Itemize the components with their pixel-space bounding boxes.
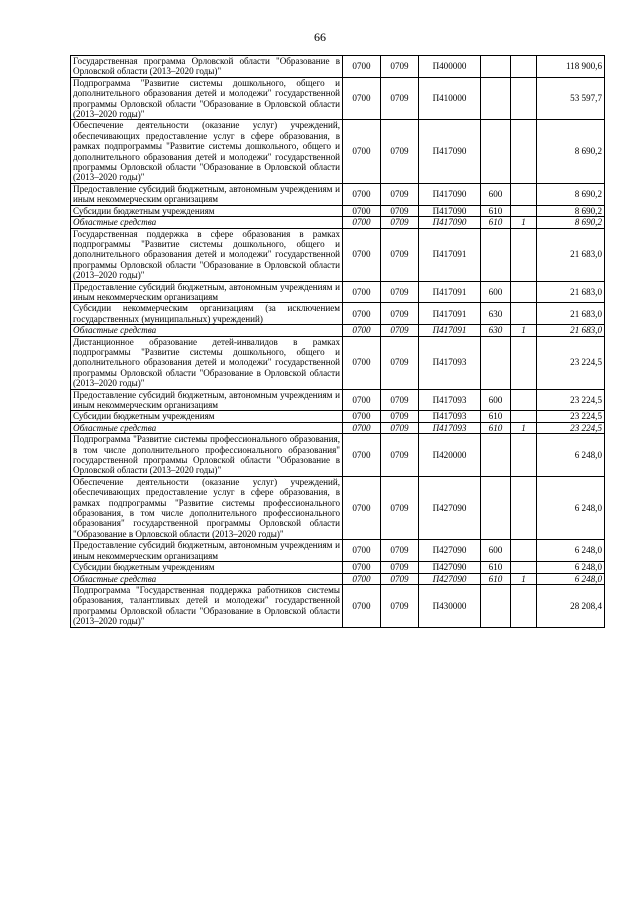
row-name-cell: Областные средства [71,422,343,433]
row-section-code: 0700 [343,77,381,120]
row-source-code: 1 [511,325,537,336]
row-section-code: 0700 [343,325,381,336]
row-subsection-code: 0709 [381,77,419,120]
row-target-article-code: П420000 [419,434,481,477]
row-subsection-code: 0709 [381,205,419,216]
row-name-cell: Дистанционное образование детей-инвалидов в рамках подпрограммы "Развитие системы дошкольного, общего и дополнительного образования детей и молодежи" государственной программы Орловской области "Образование в Орловской области (2013–2020 годы)" [71,336,343,389]
row-expense-type-code: 610 [481,411,511,422]
row-expense-type-code [481,228,511,281]
row-subsection-code: 0709 [381,336,419,389]
row-target-article-code: П400000 [419,56,481,78]
row-target-article-code: П427090 [419,573,481,584]
table-row [71,217,605,228]
row-amount: 53 597,7 [537,77,605,120]
row-target-article-code: П410000 [419,77,481,120]
row-source-code [511,540,537,562]
row-subsection-code: 0709 [381,422,419,433]
row-name-cell: Предоставление субсидий бюджетным, автономным учреждениям и иным некоммерческим организациям [71,183,343,205]
row-section-code: 0700 [343,389,381,411]
table-row [71,77,605,120]
row-target-article-code: П417091 [419,281,481,303]
row-subsection-code: 0709 [381,476,419,539]
row-target-article-code: П427090 [419,476,481,539]
table-row [71,120,605,183]
row-source-code [511,228,537,281]
row-source-code [511,77,537,120]
row-name-cell: Подпрограмма "Развитие системы профессионального образования, в том числе дополнительного профессионального образования" государственной программы Орловской области "Образование в Орловской области (2013–2020 годы)" [71,434,343,477]
row-section-code: 0700 [343,434,381,477]
row-amount: 21 683,0 [537,303,605,325]
row-amount: 118 900,6 [537,56,605,78]
row-section-code: 0700 [343,540,381,562]
row-expense-type-code: 600 [481,183,511,205]
row-source-code [511,584,537,627]
row-source-code [511,411,537,422]
row-source-code [511,281,537,303]
row-subsection-code: 0709 [381,389,419,411]
budget-table-body [71,56,605,628]
row-subsection-code: 0709 [381,411,419,422]
row-amount: 6 248,0 [537,476,605,539]
row-amount: 6 248,0 [537,562,605,573]
row-name-cell: Субсидии бюджетным учреждениям [71,562,343,573]
row-name-cell: Субсидии некоммерческим организациям (за исключением государственных (муниципальных) учреждений) [71,303,343,325]
row-source-code [511,434,537,477]
row-section-code: 0700 [343,281,381,303]
row-source-code [511,56,537,78]
row-expense-type-code [481,476,511,539]
row-source-code [511,336,537,389]
row-subsection-code: 0709 [381,562,419,573]
row-target-article-code: П417090 [419,217,481,228]
row-source-code: 1 [511,573,537,584]
row-name-cell: Государственная поддержка в сфере образования в рамках подпрограммы "Развитие системы дошкольного, общего и дополнительного образования детей и молодежи" государственной программы Орловской области "Образование в Орловской области (2013–2020 годы)" [71,228,343,281]
row-section-code: 0700 [343,422,381,433]
row-name-cell: Предоставление субсидий бюджетным, автономным учреждениям и иным некоммерческим организациям [71,281,343,303]
row-target-article-code: П417093 [419,389,481,411]
row-name-cell: Подпрограмма "Развитие системы дошкольного, общего и дополнительного образования детей и молодежи" государственной программы Орловской области "Образование в Орловской области (2013–2020 годы)" [71,77,343,120]
row-source-code [511,120,537,183]
row-amount: 8 690,2 [537,183,605,205]
row-amount: 28 208,4 [537,584,605,627]
row-subsection-code: 0709 [381,217,419,228]
row-name-cell: Подпрограмма "Государственная поддержка работников системы образования, талантливых детей и молодежи" государственной программы Орловской области "Образование в Орловской области (2013–2020 годы)" [71,584,343,627]
row-expense-type-code [481,434,511,477]
row-section-code: 0700 [343,120,381,183]
row-name-cell: Предоставление субсидий бюджетным, автономным учреждениям и иным некоммерческим организациям [71,389,343,411]
row-expense-type-code [481,56,511,78]
row-name-cell: Областные средства [71,217,343,228]
row-source-code [511,476,537,539]
row-section-code: 0700 [343,584,381,627]
row-source-code [511,205,537,216]
row-section-code: 0700 [343,217,381,228]
row-section-code: 0700 [343,228,381,281]
row-amount: 23 224,5 [537,336,605,389]
row-source-code [511,389,537,411]
row-target-article-code: П417090 [419,205,481,216]
row-source-code [511,183,537,205]
page-number: 66 [314,30,326,44]
row-section-code: 0700 [343,183,381,205]
row-expense-type-code: 610 [481,573,511,584]
row-name-cell: Предоставление субсидий бюджетным, автономным учреждениям и иным некоммерческим организациям [71,540,343,562]
row-subsection-code: 0709 [381,325,419,336]
table-row [71,336,605,389]
table-row [71,183,605,205]
row-target-article-code: П417093 [419,422,481,433]
row-section-code: 0700 [343,205,381,216]
row-expense-type-code: 610 [481,205,511,216]
row-expense-type-code: 600 [481,281,511,303]
row-name-cell: Областные средства [71,573,343,584]
row-amount: 8 690,2 [537,120,605,183]
row-amount: 8 690,2 [537,205,605,216]
row-amount: 23 224,5 [537,422,605,433]
row-section-code: 0700 [343,56,381,78]
row-amount: 23 224,5 [537,389,605,411]
table-row [71,584,605,627]
row-target-article-code: П417091 [419,303,481,325]
row-amount: 21 683,0 [537,325,605,336]
row-name-cell: Субсидии бюджетным учреждениям [71,411,343,422]
row-expense-type-code: 600 [481,540,511,562]
row-target-article-code: П430000 [419,584,481,627]
row-subsection-code: 0709 [381,56,419,78]
row-subsection-code: 0709 [381,303,419,325]
row-amount: 6 248,0 [537,573,605,584]
table-row [71,540,605,562]
row-name-cell: Обеспечение деятельности (оказание услуг) учреждений, обеспечивающих предоставление услуг в сфере образования, в рамках подпрограммы "Развитие системы дошкольного, общего и дополнительного образования детей и молодежи" государственной программы Орловской области "Образование в Орловской области (2013–2020 годы)" [71,120,343,183]
table-row [71,573,605,584]
row-target-article-code: П417090 [419,183,481,205]
table-row [71,228,605,281]
row-target-article-code: П417090 [419,120,481,183]
row-target-article-code: П417091 [419,228,481,281]
row-amount: 6 248,0 [537,434,605,477]
row-source-code: 1 [511,217,537,228]
row-source-code [511,562,537,573]
row-subsection-code: 0709 [381,120,419,183]
row-expense-type-code [481,120,511,183]
row-subsection-code: 0709 [381,540,419,562]
row-section-code: 0700 [343,562,381,573]
table-row [71,476,605,539]
row-expense-type-code: 630 [481,325,511,336]
budget-table [70,55,605,628]
row-target-article-code: П427090 [419,562,481,573]
table-row [71,56,605,78]
row-expense-type-code: 610 [481,562,511,573]
row-expense-type-code [481,584,511,627]
table-row [71,411,605,422]
table-row [71,562,605,573]
row-expense-type-code [481,336,511,389]
row-section-code: 0700 [343,303,381,325]
row-target-article-code: П417091 [419,325,481,336]
row-expense-type-code: 610 [481,217,511,228]
row-subsection-code: 0709 [381,281,419,303]
row-section-code: 0700 [343,411,381,422]
row-subsection-code: 0709 [381,228,419,281]
row-expense-type-code [481,77,511,120]
row-name-cell: Обеспечение деятельности (оказание услуг) учреждений, обеспечивающих предоставление услуг в сфере образования, в рамках подпрограммы "Развитие системы профессионального образования, в том числе дополнительного профессионального образования" государственной программы Орловской области "Образование в Орловской области (2013–2020 годы)" [71,476,343,539]
table-row [71,422,605,433]
row-section-code: 0700 [343,573,381,584]
row-target-article-code: П417093 [419,336,481,389]
table-row [71,281,605,303]
row-expense-type-code: 610 [481,422,511,433]
row-amount: 23 224,5 [537,411,605,422]
row-target-article-code: П417093 [419,411,481,422]
row-subsection-code: 0709 [381,573,419,584]
row-amount: 8 690,2 [537,217,605,228]
row-subsection-code: 0709 [381,183,419,205]
row-name-cell: Областные средства [71,325,343,336]
row-subsection-code: 0709 [381,584,419,627]
row-expense-type-code: 630 [481,303,511,325]
row-amount: 6 248,0 [537,540,605,562]
table-row [71,389,605,411]
row-amount: 21 683,0 [537,228,605,281]
row-section-code: 0700 [343,336,381,389]
row-section-code: 0700 [343,476,381,539]
table-row [71,434,605,477]
row-name-cell: Государственная программа Орловской области "Образование в Орловской области (2013–2020 годы)" [71,56,343,78]
row-target-article-code: П427090 [419,540,481,562]
table-row [71,205,605,216]
row-expense-type-code: 600 [481,389,511,411]
table-row [71,325,605,336]
table-row [71,303,605,325]
row-amount: 21 683,0 [537,281,605,303]
row-source-code: 1 [511,422,537,433]
row-name-cell: Субсидии бюджетным учреждениям [71,205,343,216]
row-source-code [511,303,537,325]
row-subsection-code: 0709 [381,434,419,477]
